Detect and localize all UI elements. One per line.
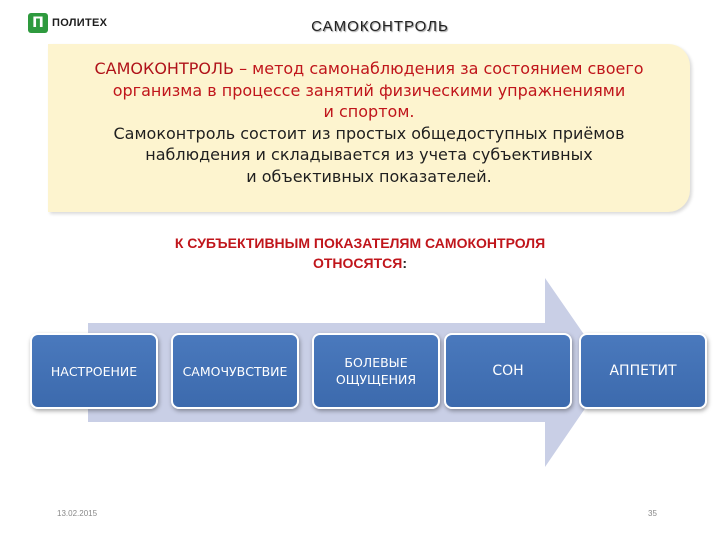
definition-lead: САМОКОНТРОЛЬ [94, 59, 234, 78]
definition-line-3: и спортом. [323, 102, 415, 121]
footer-date: 13.02.2015 [57, 509, 98, 518]
indicator-pain [312, 333, 440, 409]
indicator-appetite-label: АППЕТИТ [609, 362, 677, 379]
subhead-colon: : [402, 255, 407, 271]
indicator-wellbeing [171, 333, 299, 409]
logo-text: ПОЛИТЕХ [52, 17, 108, 29]
indicator-mood-label: НАСТРОЕНИЕ [50, 363, 138, 379]
indicator-pain-label [336, 354, 416, 388]
definition-line-6: и объективных показателей. [246, 166, 492, 186]
definition-line-2: организма в процессе занятий физическими упражнениями [112, 80, 626, 100]
indicator-wellbeing-label: САМОЧУВСТВИЕ [182, 363, 288, 379]
politech-logo-icon: П [28, 13, 48, 33]
indicator-mood [30, 333, 158, 409]
indicator-pain-label-line-1: БОЛЕВЫЕ [344, 355, 408, 370]
indicator-sleep [444, 333, 572, 409]
slide-number: 35 [648, 509, 657, 518]
definition-line-5: наблюдения и складывается из учета субъективных [145, 145, 593, 164]
indicator-sleep-label: СОН [492, 362, 524, 379]
indicator-pain-label-line-2: ОЩУЩЕНИЯ [335, 372, 417, 387]
indicator-appetite [579, 333, 707, 409]
slide-title: САМОКОНТРОЛЬ [311, 18, 449, 35]
definition-line-4: Самоконтроль состоит из простых общедоступных приёмов [113, 123, 625, 143]
subhead-line-1: К СУБЪЕКТИВНЫМ ПОКАЗАТЕЛЯМ САМОКОНТРОЛЯ [174, 235, 546, 251]
subhead-line-2-text: ОТНОСЯТСЯ [312, 255, 403, 271]
definition-line-1-rest: – метод самонаблюдения за состоянием своего [233, 59, 644, 78]
